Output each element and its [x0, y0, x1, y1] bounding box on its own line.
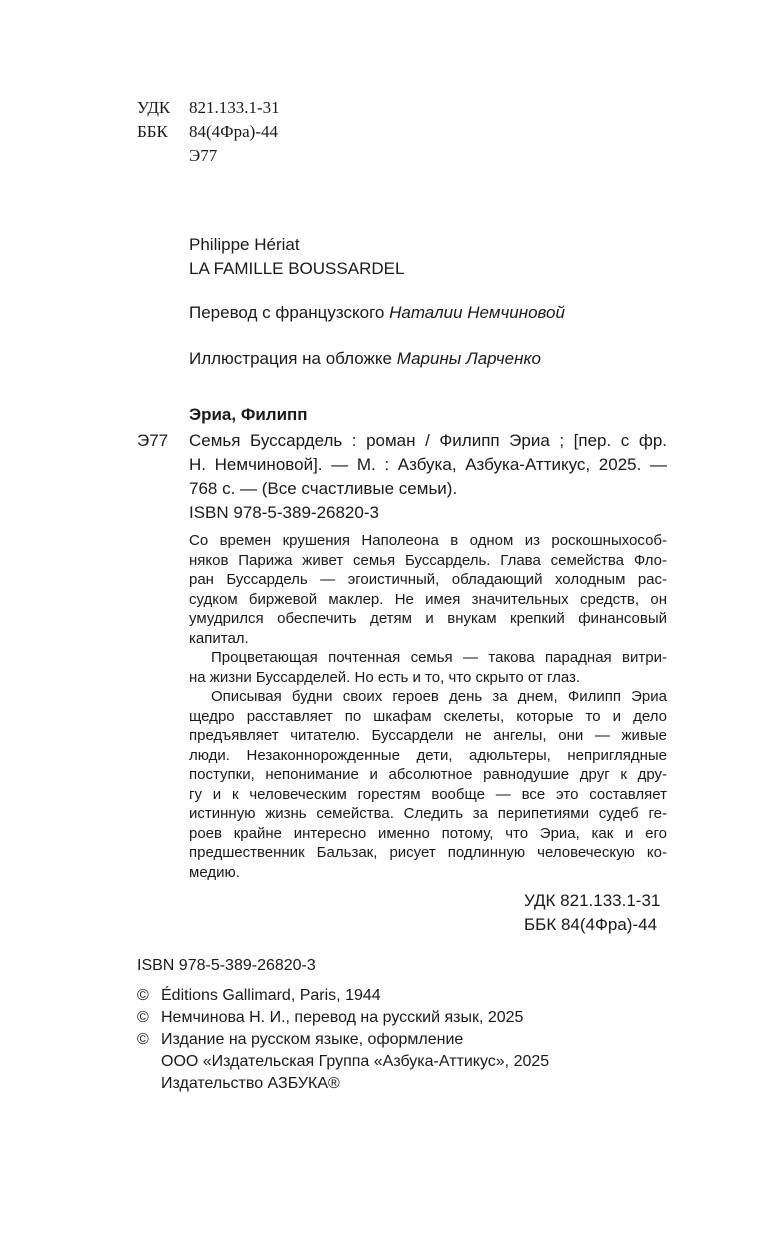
original-title: LA FAMILLE BOUSSARDEL	[189, 259, 405, 278]
annotation-line: судком биржевой маклер. Не имея значительных средств, он	[189, 590, 667, 608]
annotation-line: медию.	[189, 863, 240, 881]
annotation-line: ран Буссардель — эгоистичный, обладающий холодным рас-	[189, 571, 667, 588]
illustration-prefix: Иллюстрация на обложке	[189, 349, 392, 368]
annotation-line: на жизни Буссарделей. Но есть и то, что скрыто от глаз.	[189, 668, 581, 686]
copyright-icon: ©	[137, 987, 149, 1004]
annotation-line: истинную жизнь семейства. Следить за перипетиями судеб ге-	[189, 805, 667, 822]
annotation-line: Со времен крушения Наполеона в одном из роскошныхособ-	[189, 532, 667, 549]
annotation-line: Описывая будни своих героев день за днем, Филипп Эриа	[211, 688, 667, 705]
copyright-line-1	[137, 985, 549, 1007]
codes-right	[524, 889, 660, 937]
copyright-icon: ©	[137, 1031, 149, 1048]
copyright-line-3	[137, 1029, 549, 1051]
copyright-line-5	[137, 1073, 549, 1095]
annotation-line: щедро расставляет по шкафам скелеты, которые то и дело	[189, 707, 667, 725]
annotation-line: Процветающая почтенная семья — такова парадная витри-	[211, 649, 667, 666]
catalog-description	[189, 429, 667, 501]
annotation-line: предъявляет читателю. Буссардели не ангелы, они — живые	[189, 727, 667, 744]
catalog-desc-line: 768 с. — (Все счастливые семьи).	[189, 479, 458, 498]
copyright-icon: ©	[137, 1009, 149, 1026]
original-author: Philippe Hériat	[189, 235, 300, 254]
copyright-line-4	[137, 1051, 549, 1073]
annotation-line: гу и к человеческим горестям вообще — все это составляет	[189, 785, 667, 803]
bbk-value: 84(4Фра)-44	[189, 122, 278, 141]
illustrator-name: Марины Ларченко	[396, 349, 541, 368]
author-mark: Э77	[189, 146, 218, 165]
udk-header	[137, 96, 280, 120]
annotation-line: умудрился обеспечить детям и внукам крепкий финансовый	[189, 610, 667, 627]
catalog-mark: Э77	[137, 431, 169, 450]
udk-value: 821.133.1-31	[189, 98, 280, 117]
udk-label: УДК	[137, 98, 171, 117]
copyright-text: Éditions Gallimard, Paris, 1944	[161, 987, 381, 1004]
catalog-isbn: ISBN 978-5-389-26820-3	[189, 503, 379, 522]
annotation-line: поступки, непонимание и абсолютное равнодушие друг к дру-	[189, 766, 667, 783]
copyright-text: Издание на русском языке, оформление	[161, 1031, 464, 1048]
annotation-line: роев крайне интересно именно потому, что Эриа, как и его	[189, 824, 667, 842]
bbk-code-right: ББК 84(4Фра)-44	[524, 915, 658, 934]
copyright-text: ООО «Издательская Группа «Азбука-Аттикус», 2025	[161, 1053, 550, 1070]
annotation-line: предшественник Бальзак, рисует подлинную человеческую ко-	[189, 844, 667, 861]
publisher-name: Издательство АЗБУКА®	[161, 1075, 340, 1092]
footer-isbn: ISBN 978-5-389-26820-3	[137, 957, 316, 974]
translator-name: Наталии Немчиновой	[389, 303, 565, 322]
copyright-block	[137, 985, 549, 1095]
udk-code-right: УДК 821.133.1-31	[524, 891, 661, 910]
bbk-label: ББК	[137, 122, 168, 141]
copyright-line-2	[137, 1007, 549, 1029]
translation-credit	[189, 301, 565, 325]
annotation-line: капитал.	[189, 629, 249, 647]
bbk-header	[137, 120, 278, 144]
catalog-desc-line: Семья Буссардель : роман / Филипп Эриа ; [пер. с фр.	[189, 431, 667, 450]
copyright-text: Немчинова Н. И., перевод на русский язык, 2025	[161, 1009, 524, 1026]
annotation-line: люди. Незаконнорожденные дети, адюльтеры, неприглядные	[189, 746, 667, 764]
catalog-desc-line: Н. Немчиновой]. — М. : Азбука, Азбука-Аттикус, 2025. —	[189, 455, 667, 474]
annotation	[189, 531, 667, 882]
translation-prefix: Перевод с французского	[189, 303, 385, 322]
illustration-credit	[189, 347, 541, 371]
annotation-line: няков Парижа живет семья Буссардель. Глава семейства Фло-	[189, 551, 667, 569]
catalog-author-heading: Эриа, Филипп	[189, 405, 308, 424]
